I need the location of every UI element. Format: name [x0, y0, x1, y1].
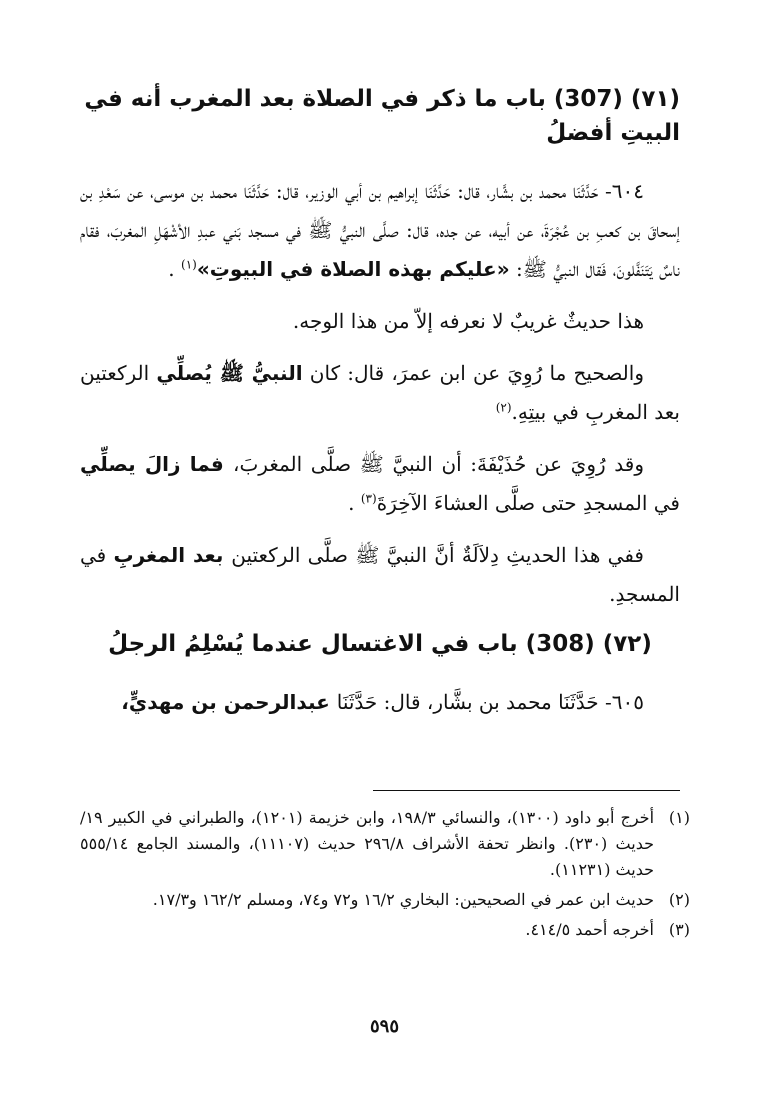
- page-body: [80, 82, 680, 735]
- footnotes: [80, 805, 690, 947]
- comment-conclusion-text: ففي هذا الحديثِ دِلاَلَةٌ أنَّ النبيَّ ﷺ صلَّى الركعتين: [231, 543, 644, 567]
- footnote-mark-2: (٢): [495, 400, 512, 415]
- comment-conclusion: [80, 536, 680, 614]
- comment-hudhayfah-end: .: [348, 491, 361, 515]
- comment-gharib: هذا حديثٌ غريبٌ لا نعرفه إلاّ من هذا الوجه.: [292, 309, 644, 333]
- footnote-mark-1: (١): [181, 257, 197, 272]
- footnote-number: (٣): [668, 920, 690, 939]
- hadith-604-text: ٦٠٤- حَدَّثَنَا محمد بن بشَّار، قال: حَدَّثَنَا إبراهيم بن أبي الوزير، قال: حَدَّثَنَا محمد بن موسى، عن سَعْدِ بن إسحاقَ بن كعبِ بن عُجْرَةَ، عن أبيه، عن جده، قال: صلَّى النبيُّ ﷺ في مسجد بَني عبدِ الأشْهَلِ المغربَ، فقام ناسٌ يَتَنَفَّلونَ، فَقال النبيُّ ﷺ:: [80, 179, 680, 281]
- footnote-number: (٢): [668, 890, 690, 909]
- page-number: ٥٩٥: [369, 1016, 399, 1037]
- chapter-71-title: (٧١) (307) باب ما ذكر في الصلاة بعد المغرب أنه في البيتِ أفضلُ: [84, 86, 680, 146]
- footnote-text: أخرجه أحمد ٤١٤/٥.: [525, 920, 654, 939]
- comment-ibn-umar: [80, 354, 680, 432]
- footnote-number: (١): [668, 808, 690, 827]
- footnote-text: حديث ابن عمر في الصحيحين: البخاري ١٦/٢ و٧٢ و٧٤، ومسلم ١٦٢/٢ و١٧/٣.: [152, 890, 654, 909]
- footnote-mark-3: (٣): [360, 491, 377, 506]
- footnote-divider: [373, 790, 680, 791]
- chapter-72-title: (٧٢) (308) باب في الاغتسال عندما يُسْلِمُ الرجلُ: [108, 631, 652, 657]
- comment-ibn-umar-bold: النبيُّ ﷺ يُصلِّي: [156, 361, 303, 385]
- hadith-605-bold: عبدالرحمن بن مهديٍّ،: [121, 690, 337, 714]
- footnote-1: [80, 805, 690, 883]
- comment-hudhayfah: [80, 445, 680, 523]
- comment-hudhayfah-bold: فما زالَ يصلِّي: [80, 452, 233, 476]
- hadith-604-end: .: [168, 257, 181, 281]
- hadith-604: [80, 172, 680, 289]
- footnote-2: [80, 887, 690, 913]
- hadith-604-quote: «عليكم بهذه الصلاة في البيوتِ»: [196, 257, 510, 281]
- comment-hudhayfah-text2: في المسجدِ حتى صلَّى العشاءَ الآخِرَةَ: [376, 491, 680, 515]
- footnote-3: [80, 917, 690, 943]
- comment-hudhayfah-text: وقد رُوِيَ عن حُذَيْفَةَ: أن النبيَّ ﷺ صلَّى المغربَ،: [233, 452, 644, 476]
- comment-ibn-umar-text: والصحيح ما رُوِيَ عن ابن عمرَ، قال: كان: [309, 361, 644, 385]
- comment-conclusion-text2: في المسجدِ.: [80, 543, 680, 606]
- hadith-605-text: ٦٠٥- حَدَّثَنَا محمد بن بشَّار، قال: حَدَّثَنَا: [336, 690, 644, 714]
- comment-conclusion-bold: بعد المغربِ: [113, 543, 232, 567]
- footnote-text: أخرج أبو داود (١٣٠٠)، والنسائي ١٩٨/٣، وابن خزيمة (١٢٠١)، والطبراني في الكبير ١٩/ حديث (٢٣٠). وانظر تحفة الأشراف ٢٩٦/٨ حديث (١١١٠٧)، والمسند الجامع ٥٥٥/١٤ حديث (١١٢٣١).: [80, 808, 655, 879]
- comment-ibn-umar-text2: الركعتين بعد المغربِ في بيتِهِ.: [80, 361, 680, 424]
- hadith-605: [80, 683, 680, 722]
